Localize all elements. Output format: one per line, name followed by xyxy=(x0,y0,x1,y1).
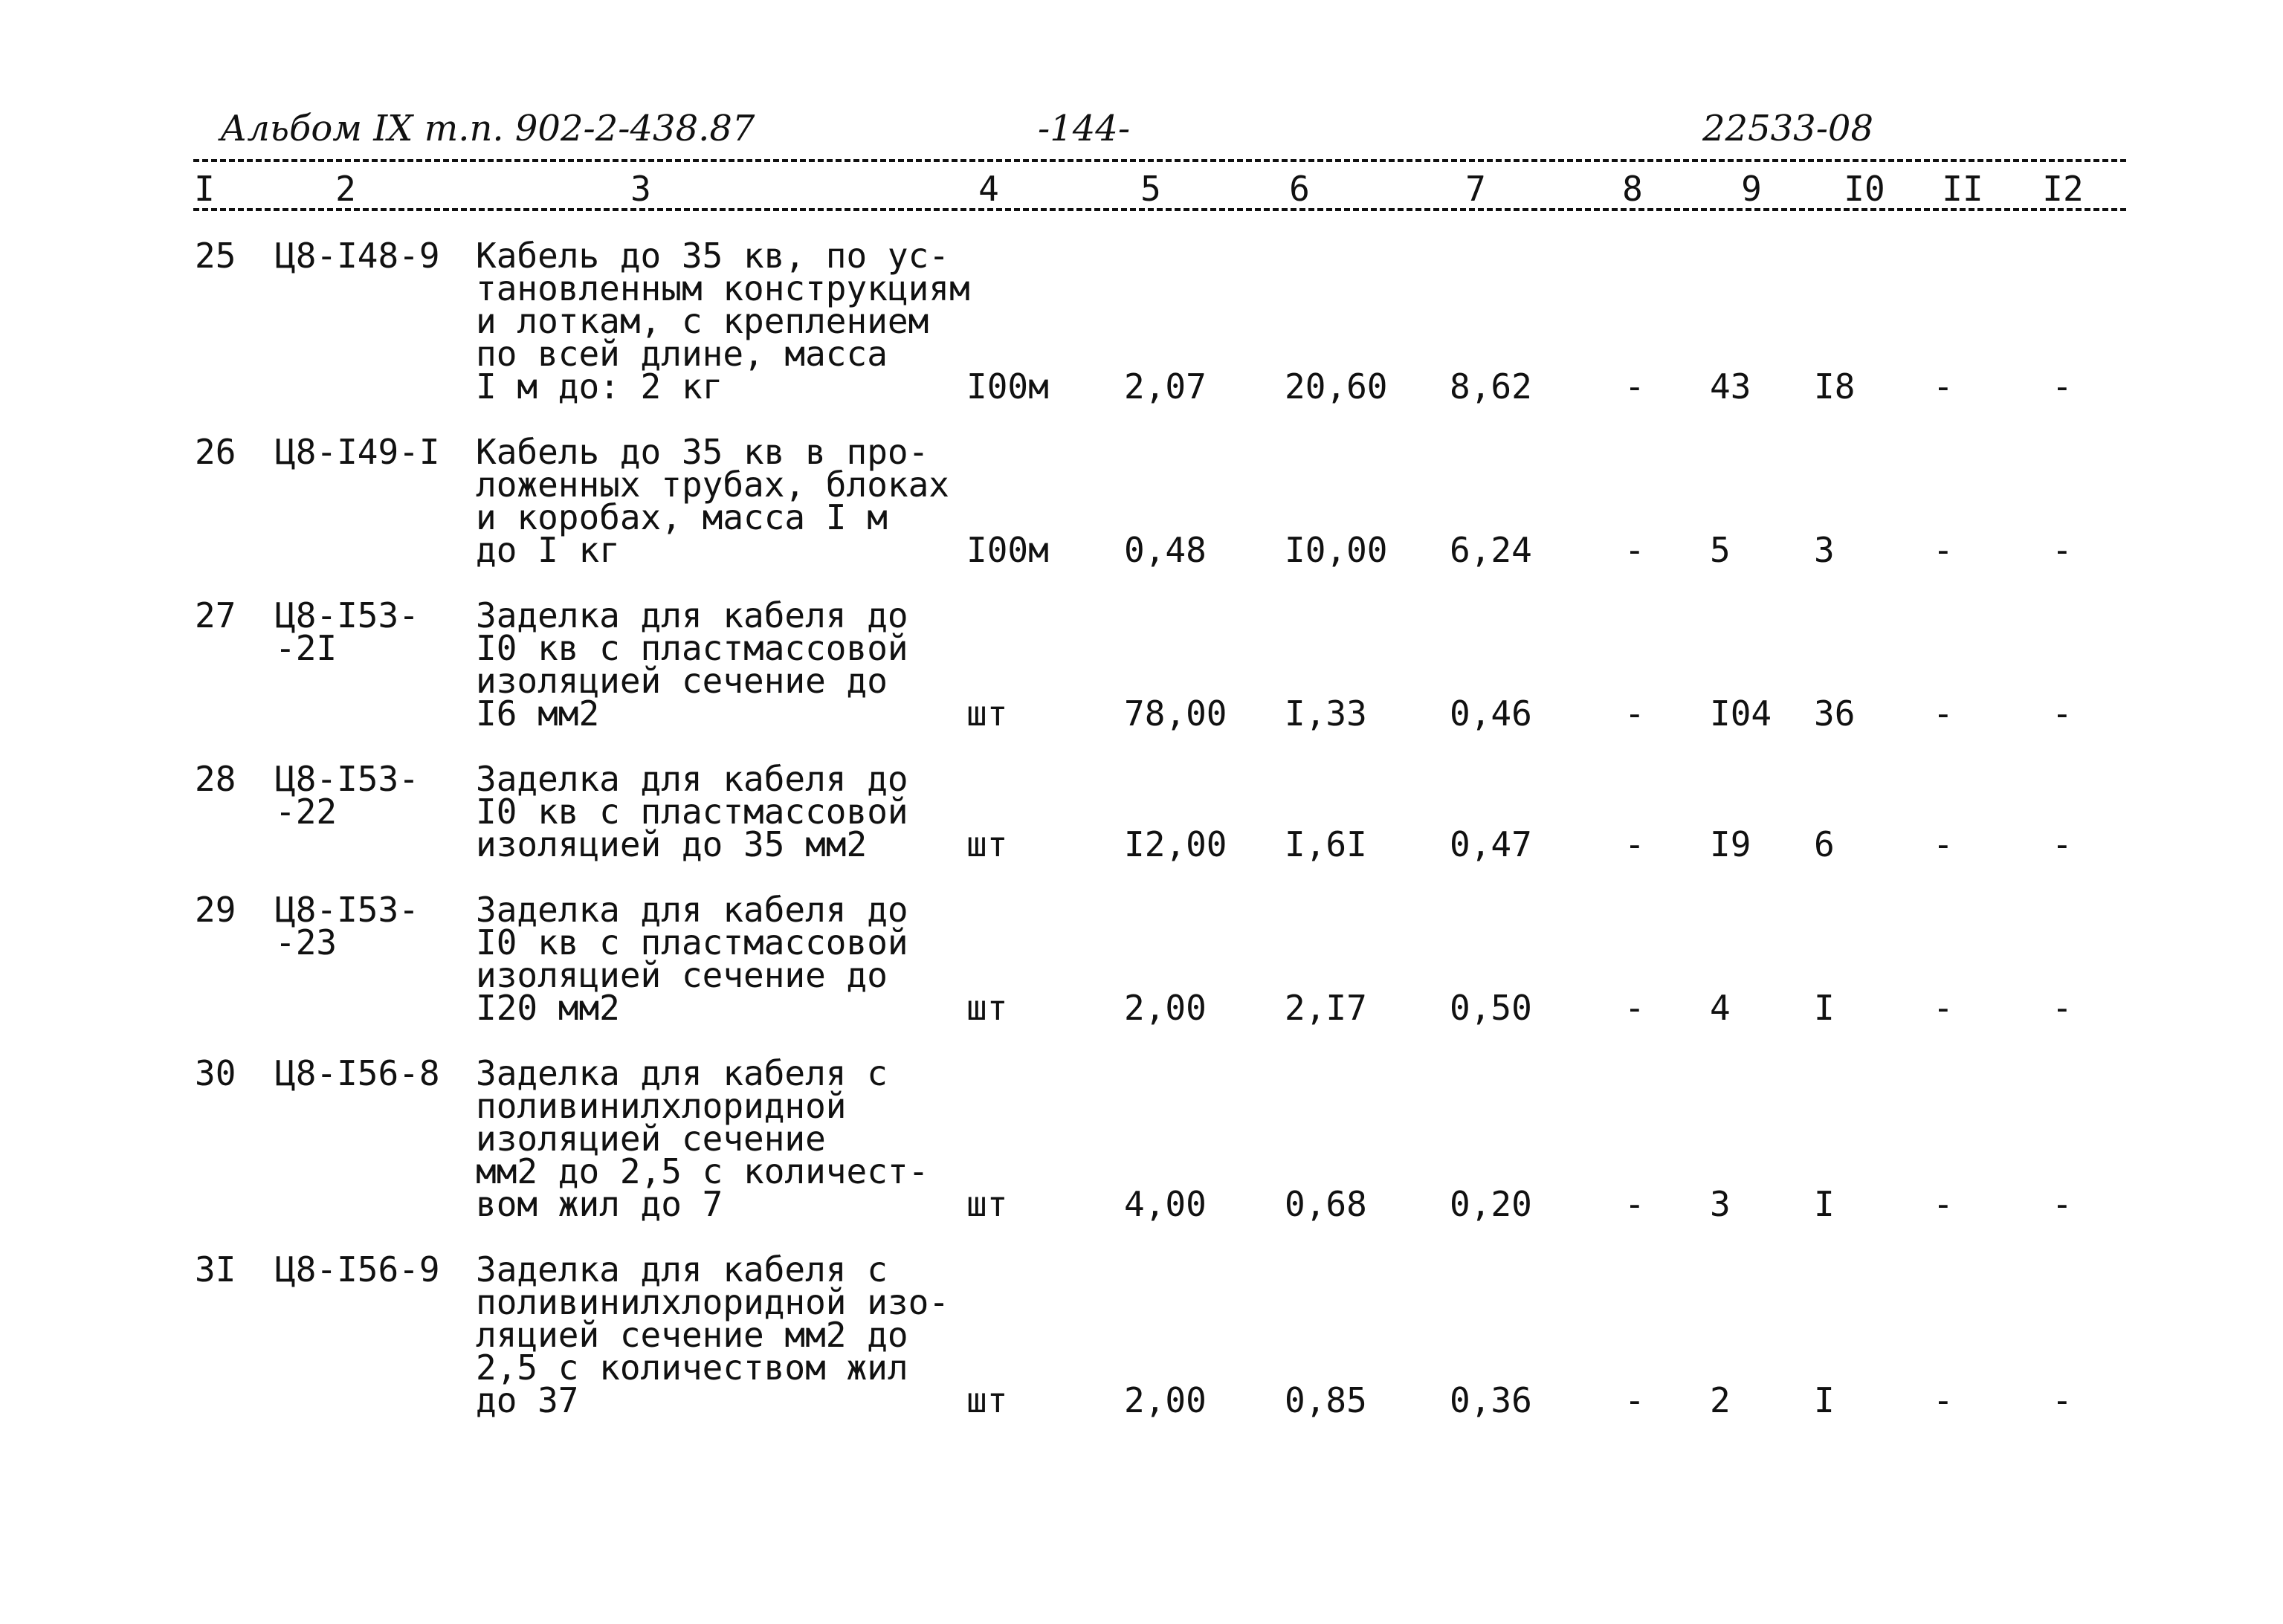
value-col-10: 6 xyxy=(1814,824,1835,864)
header-rule-bottom xyxy=(193,208,2126,211)
value-col-8: - xyxy=(1624,366,1645,407)
price-code: Ц8-I53- -22 xyxy=(275,759,419,832)
column-header-12: I2 xyxy=(2042,169,2084,209)
value-col-10: 36 xyxy=(1814,693,1856,734)
value-col-5: 0,48 xyxy=(1124,530,1207,570)
value-col-8: - xyxy=(1624,824,1645,864)
value-col-10: I xyxy=(1814,1380,1835,1420)
column-header-9: 9 xyxy=(1741,169,1762,209)
value-col-6: 0,68 xyxy=(1285,1184,1367,1224)
value-col-5: 78,00 xyxy=(1124,693,1227,734)
unit: I00м xyxy=(966,530,1049,570)
column-header-1: I xyxy=(194,169,215,209)
value-col-7: 8,62 xyxy=(1450,366,1532,407)
row-number: 27 xyxy=(195,595,236,635)
value-col-11: - xyxy=(1933,366,1954,407)
page-number: -144- xyxy=(1038,108,1131,149)
price-code: Ц8-I53- -2I xyxy=(275,595,419,668)
price-code: Ц8-I56-8 xyxy=(275,1053,440,1093)
row-number: 25 xyxy=(195,236,236,276)
value-col-6: I,33 xyxy=(1285,693,1367,734)
unit: шт xyxy=(966,1184,1008,1224)
value-col-5: 2,07 xyxy=(1124,366,1207,407)
row-number: 26 xyxy=(195,432,236,472)
value-col-6: 2,I7 xyxy=(1285,988,1367,1028)
value-col-11: - xyxy=(1933,988,1954,1028)
value-col-9: 2 xyxy=(1710,1380,1731,1420)
column-header-10: I0 xyxy=(1844,169,1885,209)
value-col-6: I,6I xyxy=(1285,824,1367,864)
value-col-11: - xyxy=(1933,530,1954,570)
value-col-9: 43 xyxy=(1710,366,1751,407)
value-col-7: 0,47 xyxy=(1450,824,1532,864)
column-header-3: 3 xyxy=(630,169,651,209)
album-reference: Альбом IX т.п. 902-2-438.87 xyxy=(220,108,755,149)
header-rule-top xyxy=(193,159,2126,162)
row-number: 28 xyxy=(195,759,236,799)
value-col-12: - xyxy=(2052,530,2073,570)
value-col-11: - xyxy=(1933,824,1954,864)
price-code: Ц8-I53- -23 xyxy=(275,890,419,963)
value-col-12: - xyxy=(2052,366,2073,407)
value-col-12: - xyxy=(2052,1380,2073,1420)
unit: шт xyxy=(966,824,1008,864)
value-col-10: I xyxy=(1814,1184,1835,1224)
price-code: Ц8-I56-9 xyxy=(275,1249,440,1290)
value-col-5: I2,00 xyxy=(1124,824,1227,864)
unit: шт xyxy=(966,693,1008,734)
value-col-6: I0,00 xyxy=(1285,530,1388,570)
unit: шт xyxy=(966,988,1008,1028)
value-col-7: 0,36 xyxy=(1450,1380,1532,1420)
value-col-9: I9 xyxy=(1710,824,1751,864)
value-col-8: - xyxy=(1624,530,1645,570)
value-col-12: - xyxy=(2052,1184,2073,1224)
value-col-9: 4 xyxy=(1710,988,1731,1028)
value-col-12: - xyxy=(2052,824,2073,864)
value-col-6: 20,60 xyxy=(1285,366,1388,407)
work-description: Заделка для кабеля до I0 кв с пластмассовой изоляцией до 35 мм2 xyxy=(476,759,908,864)
price-code: Ц8-I49-I xyxy=(275,432,440,472)
price-code: Ц8-I48-9 xyxy=(275,236,440,276)
work-description: Кабель до 35 кв в про- ложенных трубах, блоках и коробах, масса I м до I кг xyxy=(476,432,949,570)
row-number: 30 xyxy=(195,1053,236,1093)
value-col-8: - xyxy=(1624,693,1645,734)
document-code: 22533-08 xyxy=(1702,108,1873,149)
unit: шт xyxy=(966,1380,1008,1420)
value-col-7: 0,46 xyxy=(1450,693,1532,734)
value-col-8: - xyxy=(1624,1184,1645,1224)
value-col-10: I8 xyxy=(1814,366,1856,407)
work-description: Заделка для кабеля с поливинилхлоридной изо- ляцией сечение мм2 до 2,5 с количеством жил до 37 xyxy=(476,1249,949,1420)
value-col-9: I04 xyxy=(1710,693,1772,734)
value-col-7: 6,24 xyxy=(1450,530,1532,570)
work-description: Заделка для кабеля до I0 кв с пластмассовой изоляцией сечение до I6 мм2 xyxy=(476,595,908,734)
work-description: Заделка для кабеля до I0 кв с пластмассовой изоляцией сечение до I20 мм2 xyxy=(476,890,908,1028)
value-col-11: - xyxy=(1933,1184,1954,1224)
value-col-5: 2,00 xyxy=(1124,1380,1207,1420)
column-header-4: 4 xyxy=(978,169,999,209)
column-header-7: 7 xyxy=(1465,169,1486,209)
value-col-12: - xyxy=(2052,988,2073,1028)
value-col-11: - xyxy=(1933,1380,1954,1420)
value-col-5: 4,00 xyxy=(1124,1184,1207,1224)
value-col-9: 5 xyxy=(1710,530,1731,570)
column-header-8: 8 xyxy=(1622,169,1643,209)
column-header-2: 2 xyxy=(335,169,356,209)
column-header-11: II xyxy=(1942,169,1983,209)
column-header-6: 6 xyxy=(1289,169,1310,209)
value-col-8: - xyxy=(1624,988,1645,1028)
work-description: Заделка для кабеля с поливинилхлоридной изоляцией сечение мм2 до 2,5 с количест- вом жил до 7 xyxy=(476,1053,929,1224)
unit: I00м xyxy=(966,366,1049,407)
row-number: 29 xyxy=(195,890,236,930)
value-col-6: 0,85 xyxy=(1285,1380,1367,1420)
value-col-11: - xyxy=(1933,693,1954,734)
value-col-12: - xyxy=(2052,693,2073,734)
work-description: Кабель до 35 кв, по ус- тановленным конструкциям и лоткам, с креплением по всей длине, масса I м до: 2 кг xyxy=(476,236,970,407)
column-header-5: 5 xyxy=(1140,169,1161,209)
value-col-8: - xyxy=(1624,1380,1645,1420)
row-number: 3I xyxy=(195,1249,236,1290)
value-col-5: 2,00 xyxy=(1124,988,1207,1028)
value-col-10: 3 xyxy=(1814,530,1835,570)
value-col-7: 0,20 xyxy=(1450,1184,1532,1224)
value-col-7: 0,50 xyxy=(1450,988,1532,1028)
value-col-9: 3 xyxy=(1710,1184,1731,1224)
value-col-10: I xyxy=(1814,988,1835,1028)
